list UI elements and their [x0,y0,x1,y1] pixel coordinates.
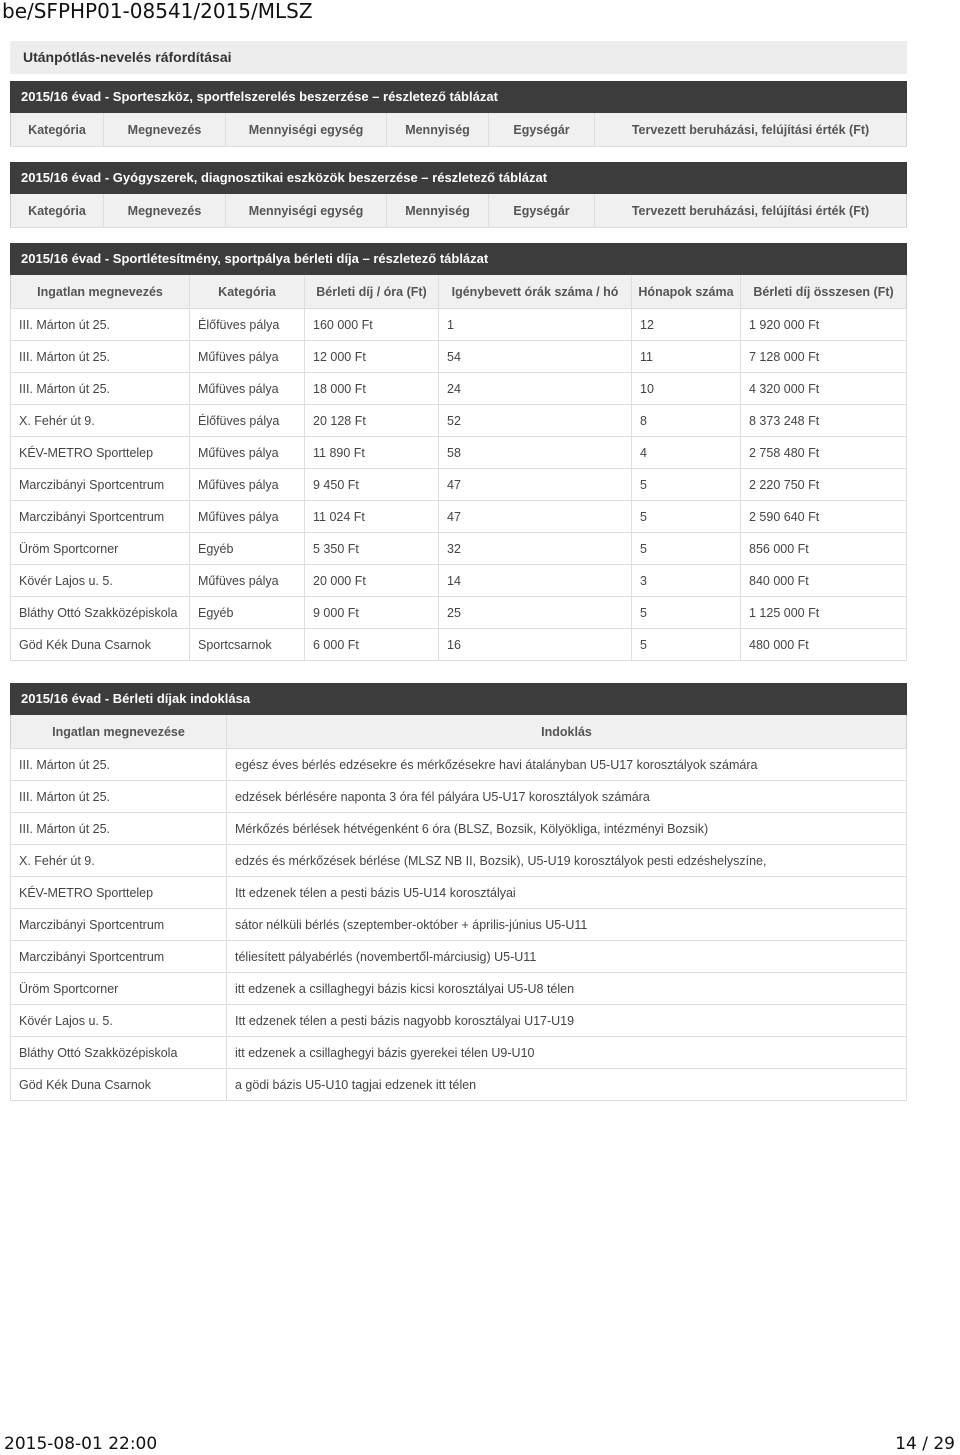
column-header: Mennyiség [387,194,489,228]
table-cell: 5 [632,469,741,501]
table-cell: Kövér Lajos u. 5. [11,565,190,597]
table-cell: itt edzenek a csillaghegyi bázis kicsi korosztályai U5-U8 télen [227,973,907,1005]
table-cell: 20 128 Ft [305,405,439,437]
table-cell: Bláthy Ottó Szakközépiskola [11,597,190,629]
table-cell: III. Márton út 25. [11,749,227,781]
table-cell: Sportcsarnok [190,629,305,661]
table-row [11,941,907,973]
table-cell: Élőfüves pálya [190,309,305,341]
column-header: Egységár [489,194,595,228]
table-cell: 7 128 000 Ft [741,341,907,373]
medicine-table-title: 2015/16 évad - Gyógyszerek, diagnosztikai eszközök beszerzése – részletező táblázat [10,162,907,194]
table-cell: X. Fehér út 9. [11,405,190,437]
table-cell: 10 [632,373,741,405]
table-cell: 25 [439,597,632,629]
table-cell: 8 373 248 Ft [741,405,907,437]
table-cell: 11 024 Ft [305,501,439,533]
table-cell: 32 [439,533,632,565]
column-header: Bérleti díj / óra (Ft) [305,275,439,309]
table-cell: 5 [632,629,741,661]
table-row [11,469,907,501]
table-cell: X. Fehér út 9. [11,845,227,877]
table-cell: edzés és mérkőzések bérlése (MLSZ NB II, Bozsik), U5-U19 korosztályok pesti edzéshelyszíne, [227,845,907,877]
table-row [11,749,907,781]
medicine-table [10,162,907,228]
table-cell: Itt edzenek télen a pesti bázis U5-U14 korosztályai [227,877,907,909]
rental-table [10,243,907,661]
table-cell: 160 000 Ft [305,309,439,341]
table-cell: Göd Kék Duna Csarnok [11,1069,227,1101]
table-cell: 1 920 000 Ft [741,309,907,341]
table-row [11,973,907,1005]
table-cell: III. Márton út 25. [11,813,227,845]
table-cell: Marczibányi Sportcentrum [11,909,227,941]
table-cell: Műfüves pálya [190,437,305,469]
table-cell: III. Márton út 25. [11,781,227,813]
table-row [11,501,907,533]
table-cell: 54 [439,341,632,373]
table-cell: 47 [439,501,632,533]
column-header: Bérleti díj összesen (Ft) [741,275,907,309]
table-cell: III. Márton út 25. [11,373,190,405]
table-cell: Műfüves pálya [190,469,305,501]
table-header-row [11,275,907,309]
column-header: Indoklás [227,715,907,749]
table-header-row [11,715,907,749]
table-cell: KÉV-METRO Sporttelep [11,877,227,909]
table-row [11,813,907,845]
column-header: Tervezett beruházási, felújítási érték (Ft) [595,194,907,228]
table-cell: 1 [439,309,632,341]
table-cell: 840 000 Ft [741,565,907,597]
table-cell: 1 125 000 Ft [741,597,907,629]
column-header: Kategória [190,275,305,309]
table-cell: 5 [632,597,741,629]
table-cell: 47 [439,469,632,501]
table-cell: egész éves bérlés edzésekre és mérkőzésekre havi átalányban U5-U17 korosztályok számára [227,749,907,781]
table-cell: 8 [632,405,741,437]
page-number: 14 / 29 [895,1434,955,1454]
footer-timestamp: 2015-08-01 22:00 [4,1434,158,1454]
table-cell: edzések bérlésére naponta 3 óra fél pályára U5-U17 korosztályok számára [227,781,907,813]
table-cell: a gödi bázis U5-U10 tagjai edzenek itt télen [227,1069,907,1101]
table-cell: Göd Kék Duna Csarnok [11,629,190,661]
table-cell: Kövér Lajos u. 5. [11,1005,227,1037]
table-cell: Műfüves pálya [190,501,305,533]
table-cell: Mérkőzés bérlések hétvégenként 6 óra (BLSZ, Bozsik, Kölyökliga, intézményi Bozsik) [227,813,907,845]
equipment-table-grid [10,113,907,147]
table-cell: téliesített pályabérlés (novembertől-márciusig) U5-U11 [227,941,907,973]
column-header: Mennyiségi egység [226,194,387,228]
table-cell: Üröm Sportcorner [11,533,190,565]
table-row [11,533,907,565]
table-cell: Élőfüves pálya [190,405,305,437]
table-row [11,1069,907,1101]
table-cell: III. Márton út 25. [11,309,190,341]
table-row [11,309,907,341]
table-cell: Műfüves pálya [190,373,305,405]
table-row [11,629,907,661]
table-cell: 9 450 Ft [305,469,439,501]
column-header: Tervezett beruházási, felújítási érték (Ft) [595,113,907,147]
column-header: Kategória [11,194,104,228]
table-cell: 58 [439,437,632,469]
table-cell: Itt edzenek télen a pesti bázis nagyobb korosztályai U17-U19 [227,1005,907,1037]
equipment-table [10,81,907,147]
rental-justification-title: 2015/16 évad - Bérleti díjak indoklása [10,683,907,715]
table-row [11,1037,907,1069]
table-cell: 5 [632,501,741,533]
table-cell: Műfüves pálya [190,565,305,597]
column-header: Igénybevett órák száma / hó [439,275,632,309]
table-cell: 6 000 Ft [305,629,439,661]
table-cell: 3 [632,565,741,597]
table-cell: 856 000 Ft [741,533,907,565]
table-row [11,877,907,909]
table-cell: 11 890 Ft [305,437,439,469]
table-header-row [11,194,907,228]
table-cell: Egyéb [190,533,305,565]
table-row [11,781,907,813]
table-cell: Műfüves pálya [190,341,305,373]
rental-table-grid [10,275,907,661]
table-cell: sátor nélküli bérlés (szeptember-október + április-június U5-U11 [227,909,907,941]
table-cell: Üröm Sportcorner [11,973,227,1005]
document-id: be/SFPHP01-08541/2015/MLSZ [2,0,313,23]
table-cell: 5 350 Ft [305,533,439,565]
table-cell: 5 [632,533,741,565]
table-cell: Marczibányi Sportcentrum [11,941,227,973]
table-cell: Marczibányi Sportcentrum [11,469,190,501]
table-header-row [11,113,907,147]
table-cell: 2 220 750 Ft [741,469,907,501]
table-cell: 52 [439,405,632,437]
table-cell: 20 000 Ft [305,565,439,597]
table-row [11,1005,907,1037]
table-row [11,565,907,597]
table-row [11,909,907,941]
table-cell: 2 590 640 Ft [741,501,907,533]
column-header: Mennyiség [387,113,489,147]
table-cell: 9 000 Ft [305,597,439,629]
table-row [11,341,907,373]
column-header: Megnevezés [104,113,226,147]
table-cell: 24 [439,373,632,405]
table-row [11,437,907,469]
table-cell: Egyéb [190,597,305,629]
column-header: Hónapok száma [632,275,741,309]
table-cell: III. Márton út 25. [11,341,190,373]
table-cell: 2 758 480 Ft [741,437,907,469]
table-row [11,597,907,629]
table-cell: 11 [632,341,741,373]
medicine-table-grid [10,194,907,228]
table-cell: 12 [632,309,741,341]
table-row [11,373,907,405]
table-cell: Bláthy Ottó Szakközépiskola [11,1037,227,1069]
table-cell: KÉV-METRO Sporttelep [11,437,190,469]
rental-table-title: 2015/16 évad - Sportlétesítmény, sportpálya bérleti díja – részletező táblázat [10,243,907,275]
table-cell: Marczibányi Sportcentrum [11,501,190,533]
section-title: Utánpótlás-nevelés ráfordításai [10,41,907,74]
column-header: Megnevezés [104,194,226,228]
table-cell: 14 [439,565,632,597]
column-header: Ingatlan megnevezése [11,715,227,749]
column-header: Kategória [11,113,104,147]
rental-justification-table [10,683,907,1101]
table-cell: 16 [439,629,632,661]
table-cell: 4 320 000 Ft [741,373,907,405]
table-cell: itt edzenek a csillaghegyi bázis gyerekei télen U9-U10 [227,1037,907,1069]
table-cell: 12 000 Ft [305,341,439,373]
table-row [11,405,907,437]
column-header: Ingatlan megnevezés [11,275,190,309]
column-header: Mennyiségi egység [226,113,387,147]
column-header: Egységár [489,113,595,147]
table-cell: 4 [632,437,741,469]
equipment-table-title: 2015/16 évad - Sporteszköz, sportfelszerelés beszerzése – részletező táblázat [10,81,907,113]
rental-justification-grid [10,715,907,1101]
table-cell: 480 000 Ft [741,629,907,661]
table-row [11,845,907,877]
table-cell: 18 000 Ft [305,373,439,405]
